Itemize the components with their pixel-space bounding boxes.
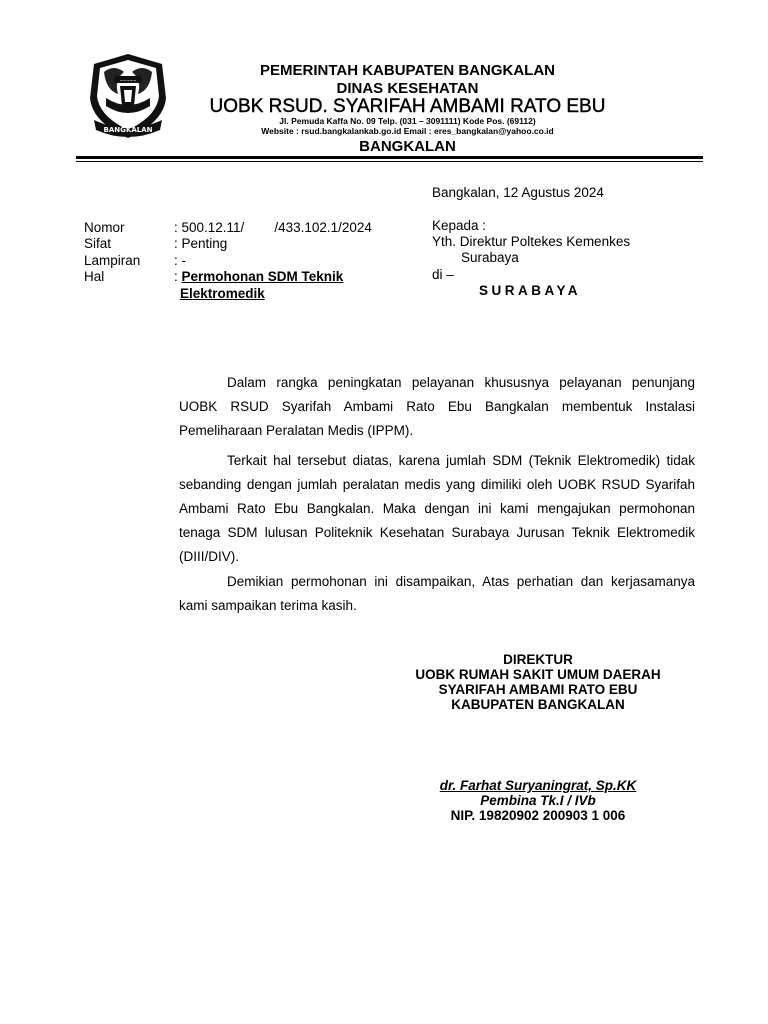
signatory-nip: NIP. 19820902 200903 1 006	[450, 808, 626, 823]
recipient-kepada: Kepada :	[432, 218, 487, 233]
meta-value-lampiran: : -	[174, 253, 186, 268]
body-paragraph-3: Demikian permohonan ini disampaikan, Atas perhatian dan kerjasamanya kami sampaikan terima kasih.	[179, 574, 695, 613]
meta-label-lampiran: Lampiran	[84, 253, 141, 268]
regency-seal-logo	[84, 50, 172, 142]
meta-label-nomor: Nomor	[84, 220, 125, 235]
signature-title-2: UOBK RUMAH SAKIT UMUM DAERAH	[415, 667, 661, 682]
letterhead-department: DINAS KESEHATAN	[336, 80, 479, 97]
letter-date: Bangkalan, 12 Agustus 2024	[432, 185, 604, 200]
signatory-name: dr. Farhat Suryaningrat, Sp.KK	[439, 778, 637, 793]
recipient-line2: Surabaya	[461, 250, 519, 265]
letterhead-government: PEMERINTAH KABUPATEN BANGKALAN	[260, 62, 555, 79]
letterhead-contact: Website : rsud.bangkalankab.go.id Email : eres_bangkalan@yahoo.co.id	[261, 126, 554, 136]
signature-title-3: SYARIFAH AMBAMI RATO EBU	[438, 682, 638, 697]
signatory-rank: Pembina Tk.I / IVb	[480, 793, 596, 808]
meta-hal-colon: :	[174, 269, 182, 284]
meta-value-hal	[174, 269, 343, 285]
letterhead-divider-thin	[76, 161, 703, 162]
recipient-di: di –	[432, 267, 454, 282]
signature-title-1: DIREKTUR	[503, 652, 573, 667]
letterhead-address: Jl. Pemuda Kaffa No. 09 Telp. (031 – 3091111) Kode Pos. (69112)	[279, 116, 536, 126]
letterhead-city: BANGKALAN	[359, 138, 456, 155]
seal-banner-text: BANGKALAN	[103, 126, 153, 134]
meta-hal-subject-line1: Permohonan SDM Teknik	[181, 269, 344, 284]
meta-label-hal: Hal	[84, 269, 105, 284]
recipient-city: SURABAYA	[479, 283, 582, 298]
meta-value-nomor: : 500.12.11/ /433.102.1/2024	[174, 220, 372, 235]
recipient-line1: Yth. Direktur Poltekes Kemenkes	[432, 234, 631, 249]
svg-text:~~~~~: ~~~~~	[119, 78, 137, 83]
letterhead-divider-thick	[76, 156, 703, 159]
signature-title-4: KABUPATEN BANGKALAN	[451, 697, 625, 712]
meta-label-sifat: Sifat	[84, 236, 112, 251]
meta-value-sifat: : Penting	[174, 236, 228, 251]
body-paragraph-2: Terkait hal tersebut diatas, karena jumlah SDM (Teknik Elektromedik) tidak sebanding dengan jumlah peralatan medis yang dimiliki oleh UOBK RSUD Syarifah Ambami Rato Ebu Bangkalan. Maka dengan ini kami mengajukan permohonan tenaga SDM lulusan Politeknik Kesehatan Surabaya Jurusan Teknik Elektromedik (DIII/DIV).	[179, 453, 695, 564]
letterhead-hospital-name: UOBK RSUD. SYARIFAH AMBAMI RATO EBU	[209, 96, 606, 117]
body-paragraph-1: Dalam rangka peningkatan pelayanan khususnya pelayanan penunjang UOBK RSUD Syarifah Ambami Rato Ebu Bangkalan membentuk Instalasi Pemeliharaan Peralatan Medis (IPPM).	[179, 375, 695, 438]
meta-hal-subject-line2: Elektromedik	[180, 286, 265, 301]
